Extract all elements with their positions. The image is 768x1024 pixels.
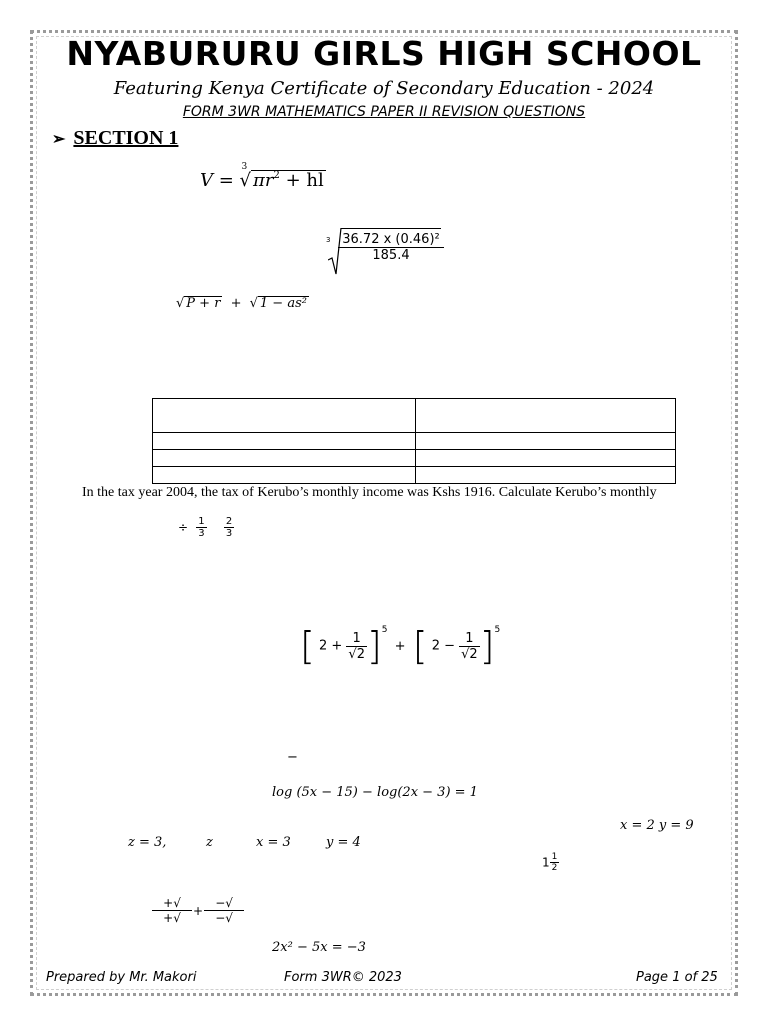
eq2-fraction xyxy=(338,232,444,263)
binom-term-a: 2 + xyxy=(318,638,343,654)
equation-volume xyxy=(200,162,326,191)
radical-icon: √ xyxy=(249,296,258,311)
frac1-den: 3 xyxy=(198,528,205,539)
eq1-root-index: 3 xyxy=(241,162,248,172)
frac1-num: 1 xyxy=(198,516,205,527)
surd-fractions xyxy=(152,896,244,925)
surd-den-a: +√ xyxy=(163,911,181,925)
division-fractions xyxy=(178,516,234,539)
eq2-numerator: 36.72 x (0.46)² xyxy=(338,232,444,248)
mixed-num: 1 xyxy=(551,852,558,862)
table-cell xyxy=(416,450,676,467)
table-cell xyxy=(153,433,416,450)
right-bracket-icon: ] xyxy=(366,624,382,668)
surd-fraction-a xyxy=(152,896,192,925)
eq1-lhs: V = xyxy=(200,170,234,191)
table-cell xyxy=(416,399,676,433)
mixed-fraction xyxy=(550,852,560,873)
xy-values: x = 2 y = 9 xyxy=(620,818,694,833)
binomial-expression xyxy=(300,624,500,668)
mixed-whole: 1 xyxy=(542,855,550,870)
surd-plus: + xyxy=(193,903,204,918)
right-bracket-icon: ] xyxy=(479,624,495,668)
bullet-arrow-icon: ➢ xyxy=(52,131,66,148)
empty-table xyxy=(152,398,676,484)
binom-num-b: 1 xyxy=(459,631,480,647)
left-bracket-icon: [ xyxy=(412,624,428,668)
division-sign: ÷ xyxy=(178,520,189,535)
eq2-root-index: 3 xyxy=(326,236,331,244)
frac2-num: 2 xyxy=(225,516,233,527)
minus-sign: − xyxy=(287,750,298,765)
table-cell xyxy=(416,467,676,484)
paper-title: FORM 3WR MATHEMATICS PAPER II REVISION QUESTIONS xyxy=(182,104,586,120)
surd-num-a: +√ xyxy=(152,896,192,911)
table-row xyxy=(153,450,676,467)
eq1-radicand-exp: 2 xyxy=(273,170,280,181)
table-row xyxy=(153,433,676,450)
fraction-one-third xyxy=(196,516,206,539)
binom-den-b: √2 xyxy=(461,646,478,662)
table-row xyxy=(153,467,676,484)
school-name: NYABURURU GIRLS HIGH SCHOOL xyxy=(66,34,702,73)
section-heading xyxy=(52,127,178,150)
eq3-plus: + xyxy=(230,296,242,311)
table-cell xyxy=(153,399,416,433)
binom-term-b: 2 − xyxy=(431,638,455,654)
binom-power-b: 5 xyxy=(494,624,501,635)
binom-den-a: √2 xyxy=(348,646,365,662)
binom-num-a: 1 xyxy=(346,631,367,647)
mixed-den: 2 xyxy=(551,863,558,873)
eq1-radicand-a: πr xyxy=(253,170,274,191)
eq3-radicand-a: P + r xyxy=(186,296,221,311)
binom-plus: + xyxy=(394,638,406,654)
eq1-radicand-b: + hl xyxy=(279,170,324,191)
z-value: z = 3, xyxy=(128,835,167,850)
tax-question-text: In the tax year 2004, the tax of Kerubo’s monthly income was Kshs 1916. Calculate Kerubo’s monthly xyxy=(82,485,657,500)
radical-icon: √ xyxy=(176,296,185,311)
radical-icon: √ xyxy=(239,170,252,191)
featuring-line: Featuring Kenya Certificate of Secondary Education - 2024 xyxy=(113,78,655,99)
binom-power-a: 5 xyxy=(381,624,388,635)
table-cell xyxy=(153,450,416,467)
footer-page-number: Page 1 of 25 xyxy=(636,970,718,985)
footer-prepared-by: Prepared by Mr. Makori xyxy=(46,970,197,985)
table-cell xyxy=(416,433,676,450)
z-symbol: z xyxy=(206,835,213,850)
eq2-vinculum xyxy=(341,228,441,229)
x-value: x = 3 xyxy=(256,835,291,850)
binom-fraction-b xyxy=(459,631,480,662)
log-equation: log (5x − 15) − log(2x − 3) = 1 xyxy=(272,785,478,800)
table-cell xyxy=(153,467,416,484)
quadratic-equation: 2x² − 5x = −3 xyxy=(272,940,366,955)
surd-fraction-b xyxy=(204,896,244,925)
y-value: y = 4 xyxy=(326,835,361,850)
eq2-denominator: 185.4 xyxy=(372,248,410,263)
frac2-den: 3 xyxy=(225,528,233,539)
mixed-number xyxy=(542,852,559,873)
eq3-radicand-b: 1 − as² xyxy=(259,296,307,311)
equation-square-roots xyxy=(176,296,309,311)
footer-form: Form 3WR© 2023 xyxy=(284,970,402,985)
fraction-two-thirds xyxy=(224,516,234,539)
left-bracket-icon: [ xyxy=(300,624,315,668)
surd-num-b: −√ xyxy=(204,896,244,911)
table-row xyxy=(153,399,676,433)
surd-den-b: −√ xyxy=(215,911,233,925)
section-label: SECTION 1 xyxy=(73,127,179,149)
binom-fraction-a xyxy=(346,631,367,662)
